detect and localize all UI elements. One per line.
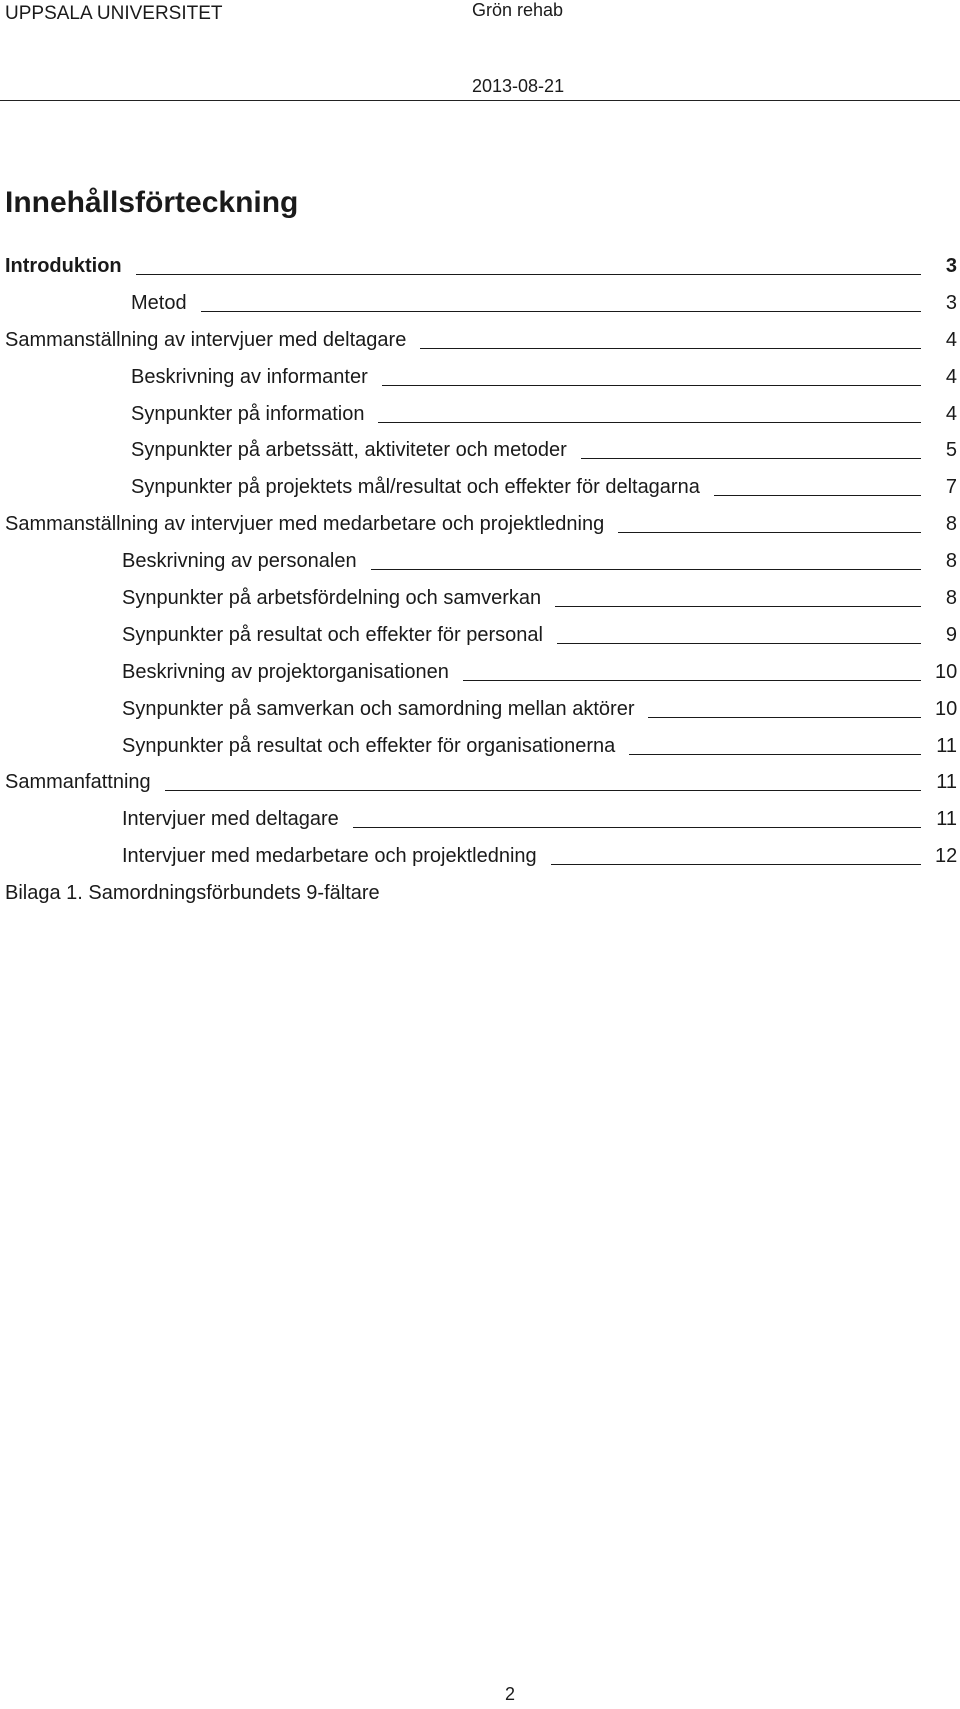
toc-entry-title: Sammanställning av intervjuer med deltagare xyxy=(5,328,407,351)
toc-leader-line xyxy=(581,458,921,459)
toc-entry-title: Synpunkter på projektets mål/resultat och effekter för deltagarna xyxy=(131,476,700,499)
document-date: 2013-08-21 xyxy=(472,76,565,96)
toc-entry-title: Synpunkter på arbetsfördelning och samverkan xyxy=(122,587,542,610)
toc-entry-title: Sammanställning av intervjuer med medarbetare och projektledning xyxy=(5,513,605,536)
toc-entry[interactable] xyxy=(0,513,960,550)
toc-entry-title: Introduktion xyxy=(5,255,122,277)
toc-entry-title: Beskrivning av projektorganisationen xyxy=(122,660,449,683)
toc-entry-page: 10 xyxy=(935,697,958,720)
toc-entry[interactable] xyxy=(0,403,960,440)
toc-entry-page: 8 xyxy=(945,550,957,573)
toc-leader-line xyxy=(371,569,921,570)
toc-entry-page: 7 xyxy=(945,476,957,499)
toc-leader-line xyxy=(165,790,921,791)
toc-leader-line xyxy=(648,717,921,718)
toc-entry-title: Beskrivning av personalen xyxy=(122,550,357,573)
toc-entry[interactable] xyxy=(0,735,960,772)
toc-entry-page: 3 xyxy=(945,255,957,277)
toc-entry-title: Synpunkter på resultat och effekter för organisationerna xyxy=(122,734,616,757)
toc-entry-page: 4 xyxy=(945,365,957,388)
toc-leader-line xyxy=(714,495,921,496)
toc-entry[interactable] xyxy=(0,329,960,366)
toc-leader-line xyxy=(557,643,921,644)
toc-leader-line xyxy=(378,422,921,423)
toc-entry-title: Synpunkter på resultat och effekter för personal xyxy=(122,623,543,646)
toc-entry-page: 5 xyxy=(945,439,957,462)
toc-entry[interactable] xyxy=(0,624,960,661)
toc-entry[interactable] xyxy=(0,587,960,624)
toc-entry-title: Intervjuer med deltagare xyxy=(122,808,339,831)
toc-entry-page: 3 xyxy=(945,291,957,314)
toc-leader-line xyxy=(555,606,921,607)
toc-leader-line xyxy=(463,680,921,681)
toc-entry-page: 9 xyxy=(945,623,957,646)
toc-leader-line xyxy=(382,385,921,386)
toc-leader-line xyxy=(201,311,921,312)
toc-entry[interactable] xyxy=(0,255,960,292)
toc-entry-title: Synpunkter på information xyxy=(131,402,365,425)
table-of-contents xyxy=(0,255,960,919)
toc-entry[interactable] xyxy=(0,845,960,882)
toc-entry-page: 4 xyxy=(945,328,957,351)
toc-entry-page: 10 xyxy=(935,660,958,683)
page-number: 2 xyxy=(505,1684,516,1704)
toc-entry[interactable] xyxy=(0,808,960,845)
toc-entry-page: 8 xyxy=(945,587,957,610)
organization-name: UPPSALA UNIVERSITET xyxy=(5,3,223,24)
toc-entry-title: Sammanfattning xyxy=(5,771,151,794)
toc-title: Innehållsförteckning xyxy=(5,186,299,219)
toc-leader-line xyxy=(353,827,921,828)
toc-leader-line xyxy=(629,754,921,755)
toc-leader-line xyxy=(136,274,921,275)
header-divider xyxy=(0,100,960,101)
toc-entry-title: Synpunkter på samverkan och samordning mellan aktörer xyxy=(122,697,635,720)
toc-leader-line xyxy=(551,864,921,865)
toc-entry[interactable] xyxy=(0,366,960,403)
toc-entry[interactable] xyxy=(0,771,960,808)
toc-entry[interactable] xyxy=(0,292,960,329)
toc-entry[interactable] xyxy=(0,439,960,476)
toc-entry-title: Bilaga 1. Samordningsförbundets 9-fältare xyxy=(5,882,380,905)
toc-entry-title: Synpunkter på arbetssätt, aktiviteter och metoder xyxy=(131,439,567,462)
toc-entry-page: 11 xyxy=(936,734,957,757)
toc-entry-page: 12 xyxy=(935,845,958,868)
toc-entry[interactable] xyxy=(0,698,960,735)
toc-entry-page: 8 xyxy=(945,513,957,536)
toc-leader-line xyxy=(420,348,921,349)
toc-entry[interactable] xyxy=(0,550,960,587)
toc-entry[interactable] xyxy=(0,882,960,919)
toc-entry-page: 4 xyxy=(945,402,957,425)
project-name: Grön rehab xyxy=(472,0,564,20)
toc-entry-page: 11 xyxy=(936,808,957,831)
toc-entry-page: 11 xyxy=(936,771,957,794)
toc-leader-line xyxy=(618,532,921,533)
toc-entry[interactable] xyxy=(0,661,960,698)
toc-entry-title: Metod xyxy=(131,291,187,314)
toc-entry-title: Beskrivning av informanter xyxy=(131,365,368,388)
toc-entry[interactable] xyxy=(0,476,960,513)
toc-entry-title: Intervjuer med medarbetare och projektledning xyxy=(122,845,537,868)
